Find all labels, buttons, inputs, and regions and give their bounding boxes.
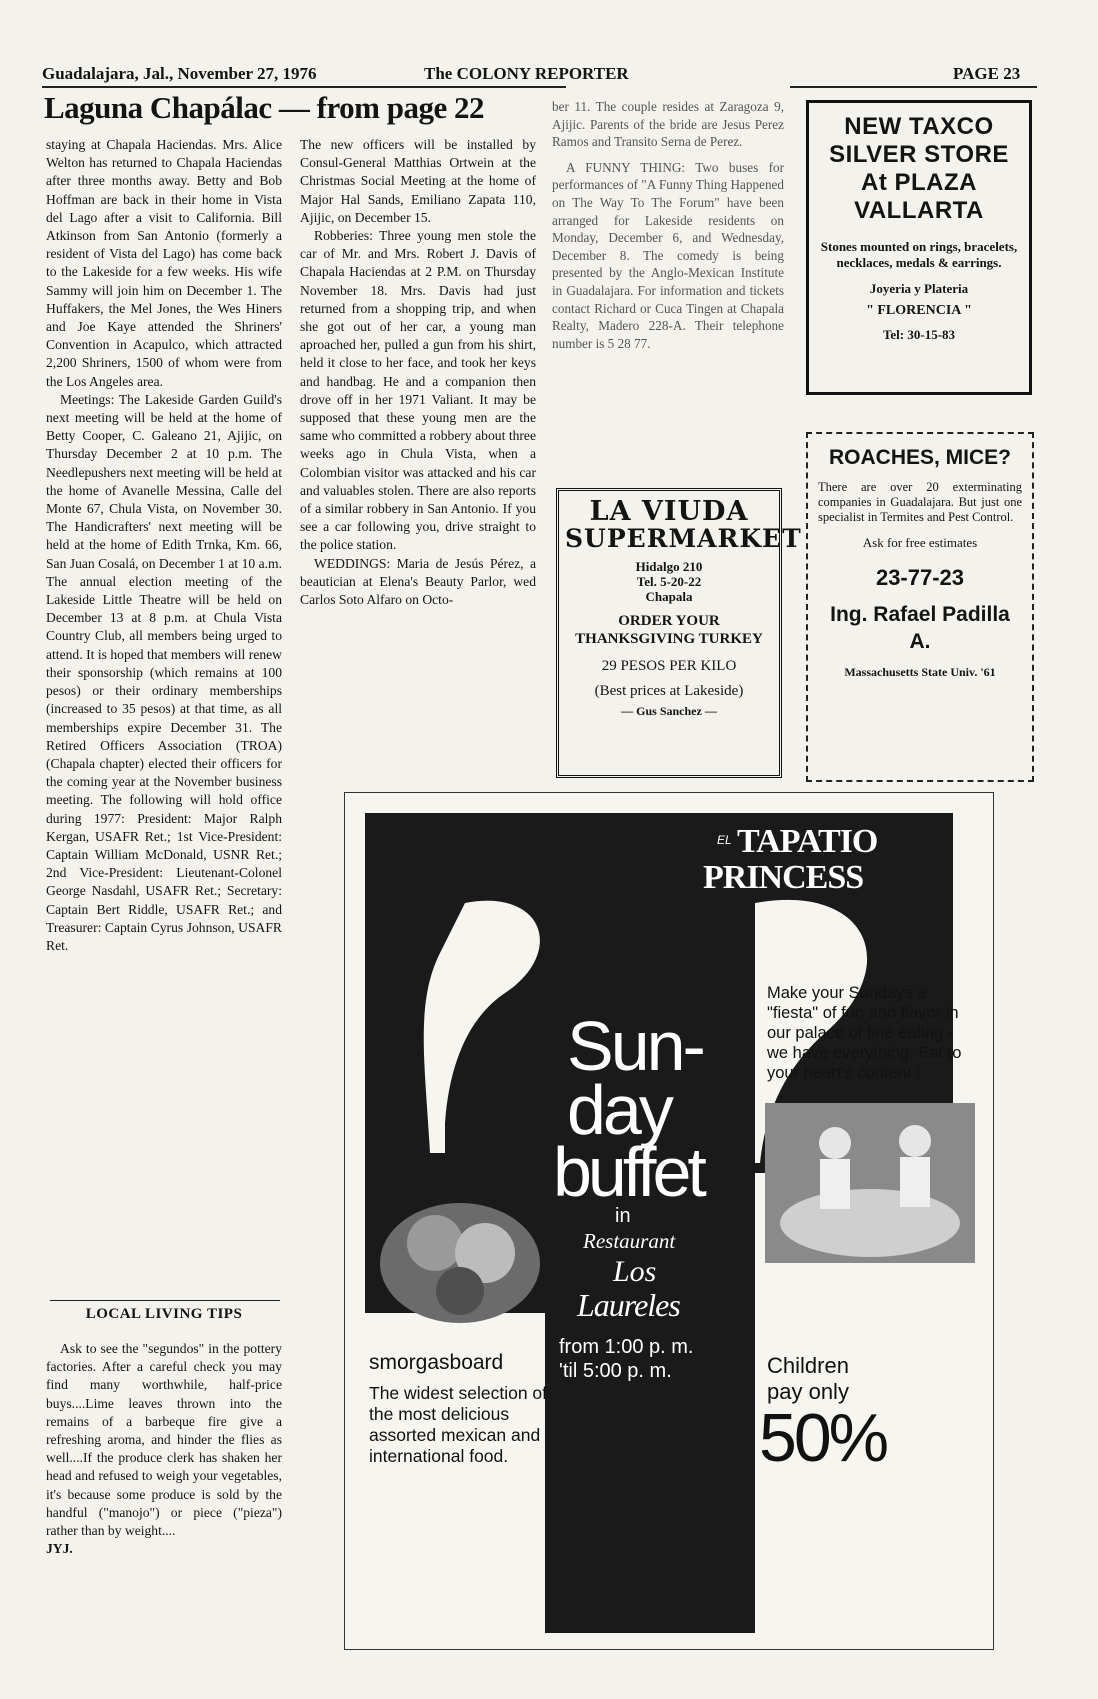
ad-roaches-estimates: Ask for free estimates [862, 535, 978, 550]
article-column-1 [46, 136, 282, 955]
column-divider [50, 1300, 280, 1301]
children-line-2: pay only [767, 1379, 849, 1404]
ad-roaches [806, 432, 1034, 782]
ad-roaches-name: Ing. Rafael Padilla A. [830, 603, 1010, 653]
ad-viuda-title-1: LA VIUDA [589, 496, 749, 527]
ad-taxco-silver [806, 100, 1032, 395]
tips-column [46, 1340, 282, 1558]
food-photo [365, 1173, 555, 1343]
chefs-photo [765, 1103, 975, 1263]
restaurant-los: Los [613, 1255, 657, 1288]
article-paragraph: Robberies: Three young men stole the car of Mr. and Mrs. Robert J. Davis of Chapala Haciendas at 2 P.M. on Thursday November 18. Mrs. Davis had just returned from a shopping trip, and when she got out of her car, a young man aproached her, pulled a gun from his shirt, held it close to her face, and took her keys and handbag. He and a companion then drove off in her 1971 Valiant. It may be supposed that these young men are the same who committed a robbery about three weeks ago in Chula Vista, when a Colombian visitor was attacked and his car and valuables stolen. There are also reports of a similar robbery in San Antonio. If you see a car following you, drive straight to the police station. [300, 228, 536, 553]
ad-viuda-tel: Tel. 5-20-22 [636, 574, 702, 589]
ad-viuda-sign: — Gus Sanchez — [621, 704, 717, 718]
ad-roaches-title: ROACHES, MICE? [828, 446, 1011, 469]
header-rule [42, 86, 566, 88]
article-paragraph: Meetings: The Lakeside Garden Guild's next meeting will be held at the home of Betty Cooper, C. Galeano 21, Ajijic, on Thursday December 2 at 10 p.m. The Needlepushers next meeting will be held at the home of Avanelle Messina, Calle del Monte 67, Chula Vista, on November 30. The Handicrafters' next meeting will be held at the home of Edith Trnka, Km. 66, San Juan Cosalá, on December 1 at 10 a.m. The annual election meeting of the Lakeside Little Theatre will be held on December 13 at 8 p.m. at Chula Vista Country Club, all members being urged to attend. It is hoped that members will renew their sponsorship (which remains at 100 pesos) or their ordinary memberships (increased to 35 pesos) at that time, as all memberships expire December 31. The Retired Officers Association (TROA) (Chapala chapter) elected their officers for the coming year at the November business meeting. The following will hold office during 1977: President: Major Ralph Kergan, USAFR Ret.; 1st Vice-President: Captain William McDonald, USNR Ret.; 2nd Vice-President: Lieutenant-Colonel George Nasdahl, USAFR Ret.; Secretary: Captain Bert Riddle, USAFR Ret.; and Treasurer: Captain Cyrus Johnson, USAFR Ret. [46, 391, 282, 953]
time-til: 'til 5:00 p. m. [559, 1360, 672, 1382]
ad-taxco-name: " FLORENCIA " [866, 303, 972, 318]
ad-viuda-price: 29 PESOS PER KILO [601, 658, 737, 674]
ad-tapatio-princess [344, 792, 994, 1650]
ad-viuda-address: Hidalgo 210 [635, 559, 703, 574]
ad-viuda-order: ORDER YOUR THANKSGIVING TURKEY [575, 613, 763, 647]
children-percent: 50% [759, 1400, 887, 1476]
paper-name: The COLONY REPORTER [424, 64, 629, 83]
tips-body: Ask to see the "segundos" in the pottery factories. After a careful check you may find many worthwhile, half-price buys....Lime leaves thrown into the remains of a barbeque fire give a refreshing aroma, and hinder the flies as well....If the produce clerk has shaken her head and refused to weigh your vegetables, it's because some produce is sold by the handful ("manojo") or piece ("pieza") rather than by weight.... [46, 1341, 282, 1539]
ad-roaches-school: Massachusetts State Univ. '61 [844, 665, 996, 679]
right-copy: Make your Sundays a "fiesta" of fun and flavor in our palace of fine eating - we have everything. Eat to your heart's content ! [767, 984, 962, 1082]
brand-princess: PRINCESS [703, 859, 864, 896]
article-headline: Laguna Chapálac — from page 22 [44, 90, 484, 125]
article-paragraph: WEDDINGS: Maria de Jesús Pérez, a beautician at Elena's Beauty Parlor, wed Carlos Soto Alfaro on Octo- [300, 555, 536, 608]
tips-heading: LOCAL LIVING TIPS [85, 1306, 243, 1322]
article-paragraph: staying at Chapala Haciendas. Mrs. Alice Welton has returned to Chapala Haciendas after three months away. Betty and Bob Hoffman are back in their home in Vista del Lago after a visit to California. Bill Atkinson from San Antonio (formerly a resident of Vista del Lago) has come back to the Lakeside for a few weeks. His wife Sammy will join him on December 1. The Huffakers, the Mel Jones, the Wes Hiners and Joe Kaye attended the Shriners' Convention in Acapulco, which attracted 2,200 Shriners, 1500 of whom were from the Los Angeles area. [46, 137, 282, 389]
article-paragraph: The new officers will be installed by Consul-General Matthias Ortwein at the Christmas Social Meeting at the home of Major Hal Sands, Emiliano Zapata 110, Ajijic, on December 15. [300, 137, 536, 225]
restaurant-label: Restaurant [583, 1229, 676, 1253]
ad-roaches-phone: 23-77-23 [875, 565, 965, 590]
ad-taxco-title: NEW TAXCO SILVER STORE At PLAZA VALLARTA [829, 113, 1009, 224]
ad-roaches-body: There are over 20 exterminating companies in Guadalajara. But just one specialist in Termites and Pest Control. [818, 480, 1022, 524]
ad-viuda-best: (Best prices at Lakeside) [594, 683, 744, 699]
headline-sun: Sun- [567, 1007, 703, 1085]
time-from: from 1:00 p. m. [559, 1336, 694, 1358]
ad-la-viuda [556, 488, 802, 778]
ad-taxco-body: Stones mounted on rings, bracelets, necklaces, medals & earrings. [820, 239, 1018, 270]
ad-viuda-town: Chapala [645, 589, 693, 604]
smorgasboard-body: The widest selection of the most delicious assorted mexican and international food. [369, 1383, 548, 1466]
article-paragraph: A FUNNY THING: Two buses for performances of "A Funny Thing Happened on The Way To The Forum" have been arranged for Lakeside residents on Monday, December 6, and Wednesday, December 8. The comedy is being presented by the Anglo-Mexican Institute in Guadalajara. For information and tickets contact Richard or Cuca Tingen at Chapala Realty, Madero 228-A. Their telephone number is 5 28 77. [552, 159, 784, 351]
article-paragraph: ber 11. The couple resides at Zaragoza 9, Ajijic. Parents of the bride are Jesus Perez Ramos and Transito Serna de Perez. [552, 99, 784, 150]
tips-signature: JYJ. [46, 1541, 73, 1557]
headline-day: day [567, 1071, 671, 1149]
ad-taxco-tel: Tel: 30-15-83 [882, 327, 956, 342]
ad-viuda-title-2: SUPERMARKET [565, 524, 802, 553]
smorgasboard-title: smorgasboard [369, 1351, 504, 1374]
article-column-2 [300, 136, 536, 609]
children-line-1: Children [767, 1353, 849, 1378]
header-rule-right [790, 86, 1037, 88]
page-number: PAGE 23 [953, 64, 1021, 83]
ad-taxco-shop: Joyeria y Plateria [869, 281, 969, 296]
brand-tapatio: TAPATIO [737, 823, 878, 860]
dateline: Guadalajara, Jal., November 27, 1976 [42, 64, 317, 83]
headline-in: in [615, 1205, 631, 1227]
brand-el: EL [717, 833, 732, 847]
restaurant-laureles: Laureles [577, 1287, 680, 1323]
article-column-3 [552, 98, 784, 352]
headline-buffet: buffet [553, 1133, 703, 1211]
